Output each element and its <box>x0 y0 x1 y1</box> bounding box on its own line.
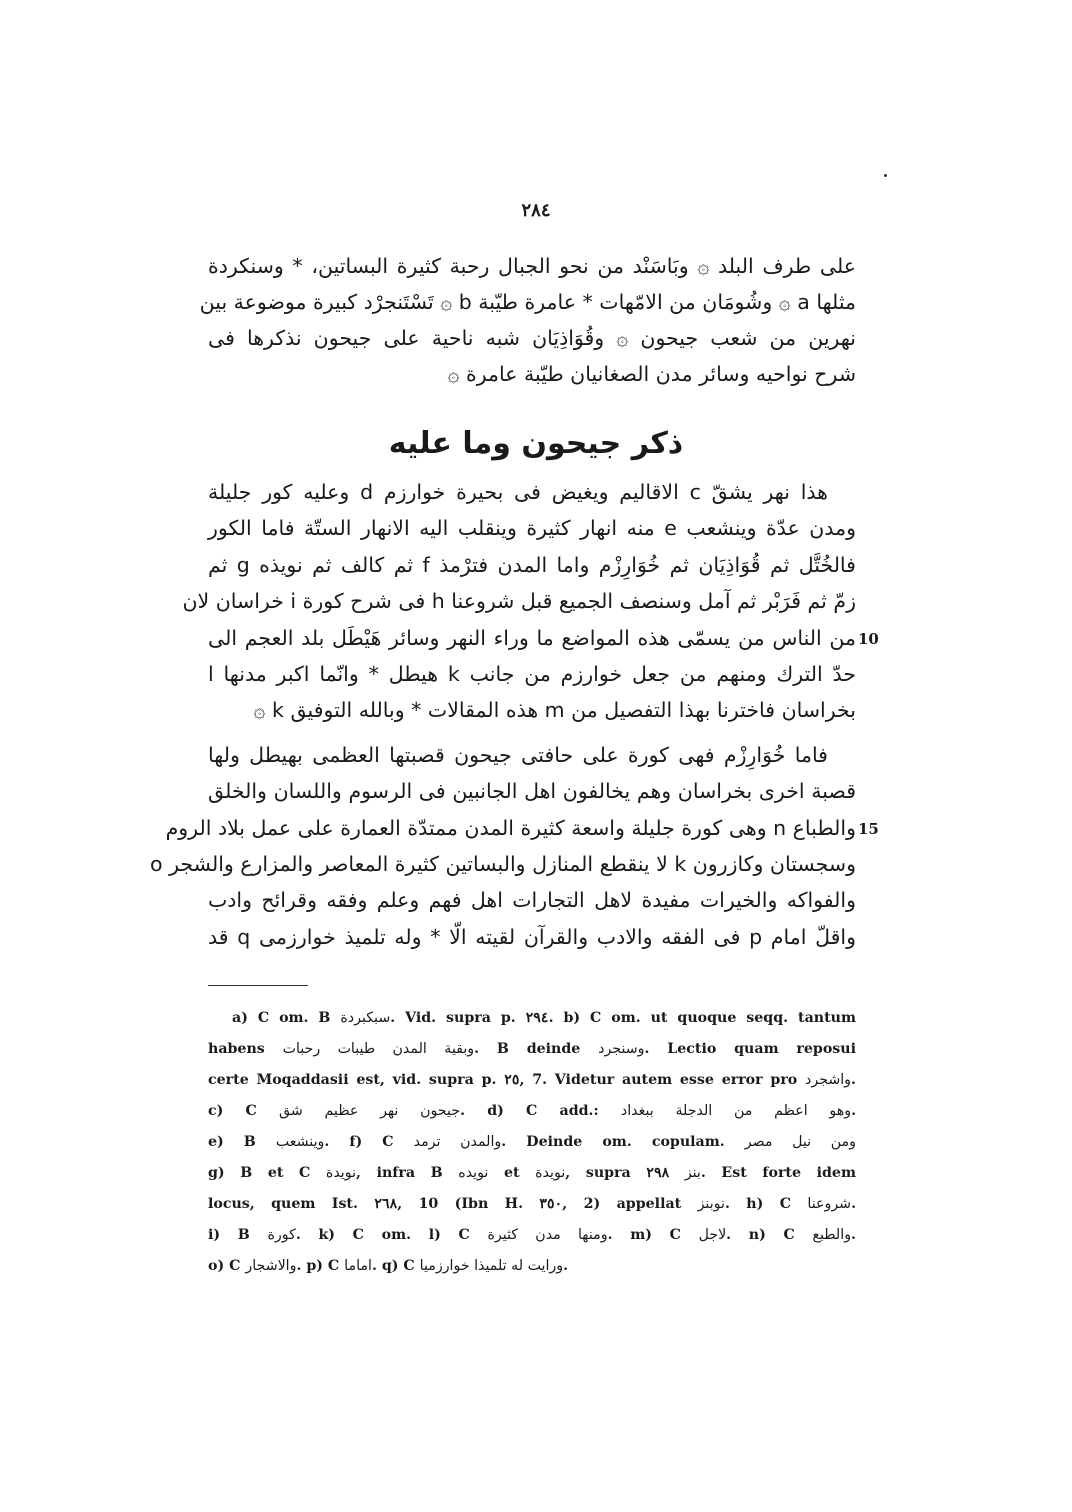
footnote-line: habens وبقية المدن طيبات رحبات. B deinde وسنجرد. Lectio quam reposui <box>208 1041 856 1057</box>
footnote-line: c) C جيحون نهر عظيم شق. d) C add.: وهو اعظم من الدجلة ببغداد. <box>208 1103 857 1119</box>
text-line: شرح نواحيه وسائر مدن الصغانيان طيّبة عامرة ۞ <box>447 362 856 386</box>
text-line: ومدن عدّة وينشعب e منه انهار كثيرة وينقلب اليه الانهار الستّة فاما الكور <box>208 516 856 540</box>
text-line: بخراسان فاخترنا بهذا التفصيل من m هذه المقالات * وبالله التوفيق k ۞ <box>253 698 856 722</box>
text-line: والطباع n وهى كورة جليلة واسعة كثيرة المدن ممتدّة العمارة على عمل بلاد الروم <box>165 816 856 840</box>
text-line: مثلها a ۞ وشُومَان من الامّهات * عامرة طيّبة b ۞ تَسْتَنجرْد كبيرة موضوعة بين <box>199 290 856 314</box>
text-line: واقلّ امام p فى الفقه والادب والقرآن لقيته الّا * وله تلميذ خوارزمى q قد <box>208 925 857 949</box>
footnote-line: a) C om. B سبكبردة. Vid. supra p. ٢٩٤. b) C om. ut quoque seqq. tantum <box>232 1010 856 1026</box>
text-line: فاما خُوَارِزْم فهى كورة على حافتى جيحون قصبتها العظمى بهيطل ولها <box>208 743 828 767</box>
footnote-line: certe Moqaddasii est, vid. supra p. ٢٥, 7. Videtur autem esse error pro واشجرد. <box>208 1072 856 1088</box>
page-number: ٢٨٤ <box>521 200 551 221</box>
text-line: نهرين من شعب جيحون ۞ وقُوَاذِيَان شبه ناحية على جيحون نذكرها فى <box>208 326 856 350</box>
footnote-line: locus, quem Ist. ٢٦٨, 10 (Ibn H. ٣٥٠, 2) appellat نوبنز. h) C شروعنا. <box>208 1196 857 1212</box>
text-line: زمّ ثم فَرَبْر ثم آمل وسنصف الجميع قبل شروعنا h فى شرح كورة i خراسان لان <box>182 589 856 613</box>
footnote-rule <box>208 985 308 986</box>
text-line: هذا نهر يشقّ c الاقاليم ويغيض فى بحيرة خوارزم d وعليه كور جليلة <box>208 480 828 504</box>
line-number-10: 10 <box>858 630 879 648</box>
footnote-line: o) C والاشجار. p) C اماما. q) C ورايت له تلميذا خوارزميا. <box>208 1258 569 1274</box>
line-number-15: 15 <box>858 820 879 838</box>
section-heading: ذكر جيحون وما عليه <box>388 426 684 461</box>
text-line: فالخُتَّل ثم قُوَاذِيَان ثم خُوَارِزْم واما المدن فترْمذ f ثم كالف ثم نويذه g ثم <box>208 553 856 577</box>
text-line: قصبة اخرى بخراسان وهم يخالفون اهل الجانبين فى الرسوم واللسان والخلق <box>208 779 856 803</box>
footnote-line: e) B وينشعب. f) C والمدن ترمد. Deinde om. copulam. ومن نيل مصر <box>208 1134 856 1150</box>
footnote-line: g) B et C نويدة, infra B نويده et نويدة, supra ٢٩٨ بنز. Est forte idem <box>208 1165 856 1181</box>
text-line: على طرف البلد ۞ وبَاسَنْد من نحو الجبال رحبة كثيرة البساتين، * وسنكردة <box>208 254 856 278</box>
text-line: والفواكه والخيرات مفيدة لاهل التجارات اهل فهم وعلم وفقه وقرائح وادب <box>208 888 856 912</box>
text-line: حدّ الترك ومنهم من جعل خوارزم من جانب k هيطل * وانّما اكبر مدنها l <box>208 662 856 686</box>
text-line: من الناس من يسمّى هذه المواضع ما وراء النهر وسائر هَيْطَل بلد العجم الى <box>208 626 856 650</box>
text-line: وسجستان وكازرون k لا ينقطع المنازل والبساتين كثيرة المعاصر والمزارع والشجر o <box>150 852 856 876</box>
footnote-line: i) B كورة. k) C om. l) C ومنها مدن كثيرة. m) C لاجل. n) C والطبع. <box>208 1227 856 1243</box>
page-speck <box>884 174 887 177</box>
